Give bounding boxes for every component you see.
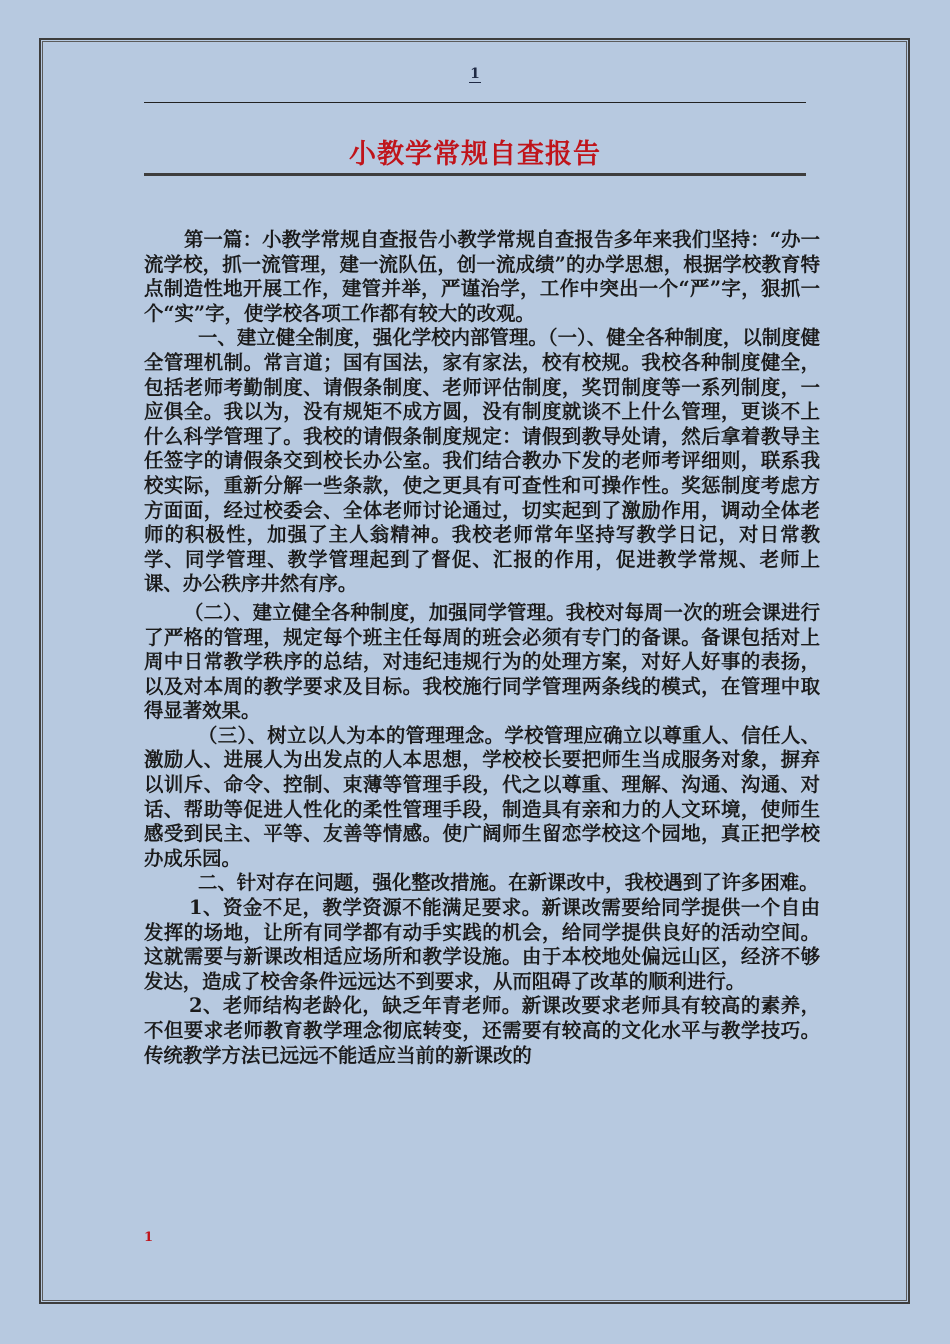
paragraph-item-1: 1、资金不足，教学资源不能满足要求。新课改需要给同学提供一个自由发挥的场地，让所有同学都有动手实践的机会，给同学提供良好的活动空间。这就需要与新课改相适应场所和教学设施。由于本校地处偏远山区，经济不够发达，造成了校舍条件远远达不到要求，从而阻碍了改革的顺利进行。 [144,896,820,993]
document-body [144,228,820,1068]
header-page-number: 1 [470,66,480,82]
paragraph-intro: 第一篇：小教学常规自查报告小教学常规自查报告多年来我们坚持：“办一流学校，抓一流管理，建一流队伍，创一流成绩”的办学思想，根据学校教育特点制造性地开展工作，建管并举，严谨治学，工作中突出一个“严”字，狠抓一个“实”字，使学校各项工作都有较大的改观。 [144,228,820,325]
paragraph-section-2: 二、针对存在问题，强化整改措施。在新课改中，我校遇到了许多困难。 [198,871,819,895]
paragraph-section-1: 一、建立健全制度，强化学校内部管理。（一）、健全各种制度，以制度健全管理机制。常言道；国有国法，家有家法，校有校规。我校各种制度健全，包括老师考勤制度、请假条制度、老师评估制度，奖罚制度等一系列制度，一应俱全。我以为，没有规矩不成方圆，没有制度就谈不上什么管理，更谈不上什么科学管理了。我校的请假条制度规定：请假到教导处请，然后拿着教导主任签字的请假条交到校长办公室。我们结合教办下发的老师考评细则，联系我校实际，重新分解一些条款，使之更具有可查性和可操作性。奖惩制度考虑方方面面，经过校委会、全体老师讨论通过，切实起到了激励作用，调动全体老师的积极性，加强了主人翁精神。我校老师常年坚持写教学日记，对日常教学、同学管理、教学管理起到了督促、汇报的作用，促进教学常规、老师上课、办公秩序井然有序。 [144,326,820,596]
header-divider [144,102,806,103]
title-divider [144,173,806,176]
document-title: 小教学常规自查报告 [349,139,601,170]
paragraph-section-1-3: （三）、树立以人为本的管理理念。学校管理应确立以尊重人、信任人、激励人、进展人为出发点的人本思想，学校校长要把师生当成服务对象，摒弃以训斥、命令、控制、束薄等管理手段，代之以尊重、理解、沟通、沟通、对话、帮助等促进人性化的柔性管理手段，制造具有亲和力的人文环境，使师生感受到民主、平等、友善等情感。使广阔师生留恋学校这个园地，真正把学校办成乐园。 [144,723,820,870]
paragraph-item-2: 2、老师结构老龄化，缺乏年青老师。新课改要求老师具有较高的素养，不但要求老师教育教学理念彻底转变，还需要有较高的文化水平与教学技巧。传统教学方法已远远不能适应当前的新课改的 [144,994,820,1067]
footer-page-number: 1 [144,1230,154,1245]
paragraph-section-1-2: （二）、建立健全各种制度，加强同学管理。我校对每周一次的班会课进行了严格的管理，规定每个班主任每周的班会必须有专门的备课。备课包括对上周中日常教学秩序的总结，对违纪违规行为的处理方案，对好人好事的表扬，以及对本周的教学要求及目标。我校施行同学管理两条线的模式，在管理中取得显著效果。 [144,600,820,723]
